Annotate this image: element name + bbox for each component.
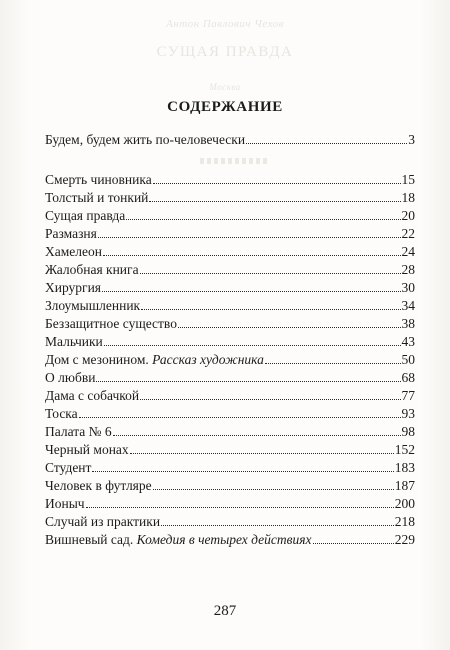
dot-leader (265, 350, 401, 364)
toc-entry-page: 93 (401, 405, 415, 421)
toc-entry-title-text: Черный монах (45, 441, 129, 457)
toc-entry-title-text: Дама с собачкой (45, 387, 140, 403)
toc-entry-title-text: Толстый и тонкий (45, 189, 149, 205)
toc-entry-page: 20 (401, 207, 415, 223)
dot-leader (102, 278, 400, 292)
toc-entry-page: 15 (401, 171, 415, 187)
toc-entry[interactable] (45, 512, 415, 530)
toc-entry-title-text: Мальчики (45, 333, 103, 349)
toc-entry-title (45, 477, 152, 495)
show-through-title: СУЩАЯ ПРАВДА (156, 44, 294, 60)
toc-entry-page: 18 (401, 189, 415, 205)
toc-entry[interactable] (45, 224, 415, 242)
toc-entry-title-text: Жалобная книга (45, 261, 139, 277)
toc-entry-title (45, 131, 245, 149)
dot-leader (140, 260, 401, 274)
toc-entry-title (45, 351, 264, 369)
toc-entry-page: 200 (394, 495, 415, 511)
toc-entry-subtitle: Рассказ художника (152, 351, 264, 367)
toc-entry-page: 22 (401, 225, 415, 241)
dot-leader (246, 130, 407, 144)
toc-entry-page: 187 (394, 477, 415, 493)
dot-leader (141, 296, 400, 310)
dot-leader (92, 458, 393, 472)
toc-entry[interactable] (45, 260, 415, 278)
contents-heading: СОДЕРЖАНИЕ (167, 99, 283, 115)
toc-entry-title-text: Сущая правда (45, 207, 126, 223)
toc-entry-title (45, 261, 139, 279)
toc-entry[interactable] (45, 130, 415, 148)
toc-entry-title (45, 333, 103, 351)
toc-entry-title-text: Случай из практики (45, 513, 161, 529)
toc-entry[interactable] (45, 296, 415, 314)
dot-leader (153, 170, 401, 184)
toc-entry[interactable] (45, 206, 415, 224)
toc-entry[interactable] (45, 530, 415, 548)
toc-entry[interactable] (45, 278, 415, 296)
toc-entry-title (45, 387, 139, 405)
toc-entry-page: 152 (394, 441, 415, 457)
dot-leader (96, 368, 400, 382)
toc-entry-page: 43 (401, 333, 415, 349)
toc-entry[interactable] (45, 404, 415, 422)
toc-entry-title-text: Хамелеон (45, 243, 102, 259)
toc-entry[interactable] (45, 242, 415, 260)
dot-leader (103, 242, 401, 256)
dot-leader (79, 404, 401, 418)
toc-entry-title-text: Тоска (45, 405, 78, 421)
toc-entry-title-text: Человек в футляре (45, 477, 152, 493)
dot-leader (98, 224, 401, 238)
show-through-author: Антон Павлович Чехов (166, 18, 284, 30)
toc-entry-page: 50 (401, 351, 415, 367)
dot-leader (130, 440, 394, 454)
dot-leader (104, 332, 401, 346)
toc-entry-page: 98 (401, 423, 415, 439)
toc-entry-title-text: Ионыч (45, 495, 85, 511)
toc-entry-title-text: Вишневый сад. (45, 531, 134, 547)
toc-entry-page: 68 (401, 369, 415, 385)
toc-entry-title-text: Студент (45, 459, 92, 475)
toc-entry[interactable] (45, 368, 415, 386)
toc-entry-page: 30 (401, 279, 415, 295)
toc-entry[interactable] (45, 422, 415, 440)
toc-entry-title (45, 531, 312, 549)
toc-entry[interactable] (45, 458, 415, 476)
toc-entry-title-text: Злоумышленник (45, 297, 141, 313)
dot-leader (126, 206, 400, 220)
toc-entry-title (45, 243, 102, 261)
toc-entry[interactable] (45, 440, 415, 458)
dot-leader (113, 422, 401, 436)
dot-leader (313, 530, 394, 544)
toc-entry-page: 38 (401, 315, 415, 331)
toc-entry-title-text: Дом с мезонином. (45, 351, 149, 367)
toc-entry[interactable] (45, 386, 415, 404)
toc-entry-subtitle: Комедия в четырех действиях (136, 531, 312, 547)
toc-entry-title (45, 171, 152, 189)
toc-entry[interactable] (45, 314, 415, 332)
toc-entry-page: 183 (394, 459, 415, 475)
page-number: 287 (213, 603, 237, 619)
toc-entry-title (45, 513, 160, 531)
toc-entry-title-text: Беззащитное существо (45, 315, 177, 331)
toc-entry[interactable] (45, 494, 415, 512)
toc-entry[interactable] (45, 476, 415, 494)
dot-leader (178, 314, 401, 328)
toc-entry[interactable] (45, 350, 415, 368)
dot-leader (86, 494, 394, 508)
toc-entry-page: 218 (394, 513, 415, 529)
toc-entry-title-text: О любви (45, 369, 96, 385)
toc-entry-title-text: Смерть чиновника (45, 171, 152, 187)
toc-entry-title-text: Хирургия (45, 279, 102, 295)
show-through-line: Москва (209, 82, 241, 92)
dot-leader (140, 386, 400, 400)
toc-entry-title (45, 459, 91, 477)
toc-entry[interactable] (45, 188, 415, 206)
toc-entry-title-text: Палата № 6 (45, 423, 112, 439)
toc-entry-title (45, 495, 85, 513)
toc-entry-title (45, 297, 140, 315)
toc-entry-title (45, 441, 129, 459)
toc-entry-title (45, 405, 78, 423)
toc-entry-title-text: Размазня (45, 225, 97, 241)
toc-entry-title (45, 279, 101, 297)
toc-entry-page: 229 (394, 531, 415, 547)
toc-entry-title (45, 225, 97, 243)
toc-entry-page: 3 (408, 131, 415, 147)
toc-entry-title (45, 369, 95, 387)
toc-entry-title-text: Будем, будем жить по-человечески (45, 131, 246, 147)
toc-entry-page: 77 (401, 387, 415, 403)
dot-leader (149, 188, 400, 202)
toc-entry-title (45, 423, 112, 441)
toc-entry-page: 34 (401, 297, 415, 313)
toc-entry-page: 24 (401, 243, 415, 259)
toc-entry-title (45, 315, 177, 333)
show-through-leader (200, 158, 270, 164)
dot-leader (161, 512, 394, 526)
dot-leader (153, 476, 394, 490)
toc-entry[interactable] (45, 170, 415, 188)
toc-entry-title (45, 189, 148, 207)
toc-entry-title (45, 207, 125, 225)
toc-entry-page: 28 (401, 261, 415, 277)
toc-entry[interactable] (45, 332, 415, 350)
